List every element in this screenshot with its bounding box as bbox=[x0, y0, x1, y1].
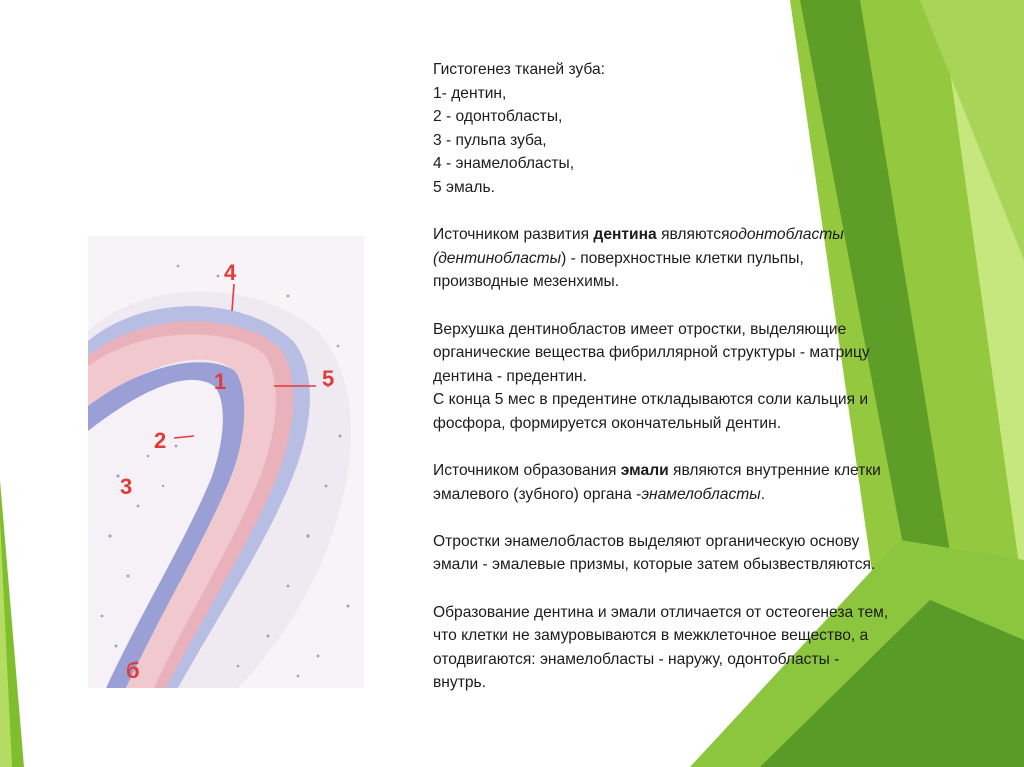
paragraph-difference-line3: отодвигаются: энамелобласты - наружу, одонтобласты - bbox=[433, 650, 840, 668]
p1-text-a: Источником развития bbox=[433, 226, 594, 244]
page-title: Гистогенез тканей зуба: bbox=[433, 61, 605, 78]
paragraph-dentin-source-line2 bbox=[433, 247, 1013, 271]
p1-text-c: являются bbox=[656, 226, 730, 244]
p1-term-odontoblasts: одонтобласты bbox=[729, 226, 844, 244]
figure-label-1: 1 bbox=[214, 369, 227, 394]
p3-text-f: . bbox=[760, 485, 766, 503]
text-content bbox=[433, 58, 1013, 695]
list-item-1: 1- дентин, bbox=[433, 84, 507, 102]
paragraph-enamel-prisms-line1: Отростки энамелобластов выделяют органическую основу bbox=[433, 532, 860, 550]
paragraph-dentinoblasts-line5: фосфора, формируется окончательный дентин. bbox=[433, 414, 782, 432]
paragraph-dentin-source bbox=[433, 223, 1013, 247]
figure-label-b: б bbox=[126, 658, 140, 683]
paragraph-dentin-source-line3: производные мезенхимы. bbox=[433, 273, 620, 291]
list-item-2: 2 - одонтобласты, bbox=[433, 108, 563, 126]
figure-label-5: 5 bbox=[322, 366, 335, 391]
p3-text-c: являются внутренние клетки bbox=[668, 462, 881, 480]
paragraph-enamel-source-line2 bbox=[433, 483, 1013, 507]
tooth-histology-figure bbox=[88, 236, 364, 688]
list-item-4: 4 - энамелобласты, bbox=[433, 155, 575, 173]
paragraph-enamel-prisms-line2: эмали - эмалевые призмы, которые затем обызвествляются. bbox=[433, 556, 876, 574]
p1-text-f: ) - поверхностные клетки пульпы, bbox=[561, 249, 804, 267]
p3-text-d: эмалевого (зубного) органа - bbox=[433, 485, 642, 503]
p1-term-dentin: дентина bbox=[593, 226, 657, 244]
paragraph-difference-line2: что клетки не замуровываются в межклеточное вещество, а bbox=[433, 627, 869, 645]
paragraph-difference-line1: Образование дентина и эмали отличается от остеогенеза тем, bbox=[433, 603, 889, 621]
list-item-3: 3 - пульпа зуба, bbox=[433, 131, 547, 149]
p1-term-dentinoblasts: (дентинобласты bbox=[433, 249, 562, 267]
p3-text-a: Источником образования bbox=[433, 462, 621, 480]
paragraph-dentinoblasts-line1: Верхушка дентинобластов имеет отростки, выделяющие bbox=[433, 320, 847, 338]
paragraph-difference-line4: внутрь. bbox=[433, 674, 486, 692]
paragraph-dentinoblasts-line3: дентина - предентин. bbox=[433, 367, 588, 385]
figure-label-4: 4 bbox=[224, 260, 237, 285]
paragraph-dentinoblasts-line2: органические вещества фибриллярной структуры - матрицу bbox=[433, 344, 870, 362]
p3-term-enameloblasts: энамелобласты bbox=[641, 485, 761, 503]
paragraph-enamel-source bbox=[433, 459, 1013, 483]
figure-label-2: 2 bbox=[154, 428, 167, 453]
figure-label-3: 3 bbox=[120, 474, 133, 499]
list-item-5: 5 эмаль. bbox=[433, 178, 495, 196]
p3-term-enamel: эмали bbox=[620, 462, 669, 480]
paragraph-dentinoblasts-line4: С конца 5 мес в предентине откладываются соли кальция и bbox=[433, 391, 869, 409]
